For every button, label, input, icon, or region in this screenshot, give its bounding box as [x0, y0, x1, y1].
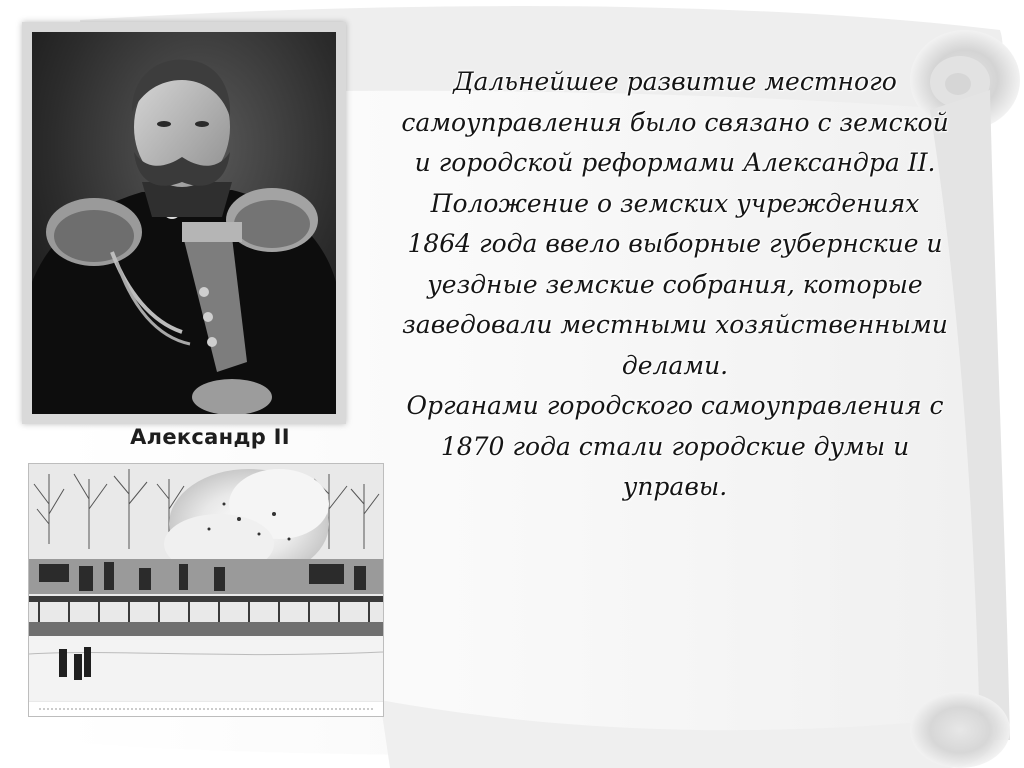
engraving-image [28, 463, 384, 717]
paragraph-reforms: Дальнейшее развитие местного самоуправления было связано с земской и городской реформами Александра II. [401, 67, 949, 177]
paragraph-zemstvo: Положение о земских учреждениях 1864 года ввело выборные губернские и уездные земские собрания, которые заведовали местными хозяйственными делами. [402, 188, 948, 380]
main-text [400, 62, 950, 508]
portrait-photo [32, 32, 336, 414]
paragraph-city-government: Органами городского самоуправления с 1870 года стали городские думы и управы. [406, 391, 944, 501]
portrait-caption: Александр II [130, 425, 290, 449]
portrait-frame [22, 22, 346, 424]
